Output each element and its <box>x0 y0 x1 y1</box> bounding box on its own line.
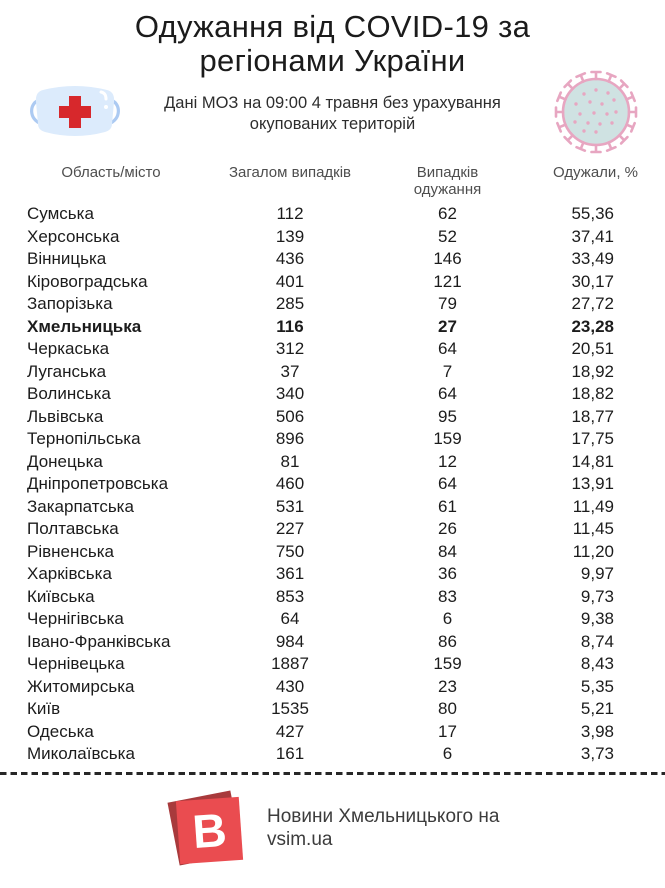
cell-region: Запорізька <box>27 294 113 314</box>
cell-region: Харківська <box>27 564 112 584</box>
table-row <box>0 518 665 541</box>
cell-recovered: 6 <box>442 609 453 629</box>
dotted-divider <box>0 772 665 775</box>
cell-total: 531 <box>275 496 305 516</box>
cell-recovered: 6 <box>442 744 453 764</box>
cell-total: 139 <box>275 226 305 246</box>
table-row <box>0 248 665 271</box>
cell-recovered: 86 <box>438 631 457 651</box>
cell-region: Чернігівська <box>27 609 124 629</box>
table-row <box>0 608 665 631</box>
cell-total: 361 <box>275 564 305 584</box>
table-row <box>0 428 665 451</box>
subtitle-line2: окупованих територій <box>249 115 416 133</box>
table-header-row <box>0 164 665 198</box>
cell-percent: 23,28 <box>571 316 614 336</box>
table-row <box>0 293 665 316</box>
cell-recovered: 27 <box>438 316 457 336</box>
cell-recovered: 62 <box>438 204 457 224</box>
table-row <box>0 563 665 586</box>
cell-percent: 30,17 <box>571 271 614 291</box>
table-row <box>0 698 665 721</box>
table-body <box>0 203 665 766</box>
table-row <box>0 316 665 339</box>
cell-recovered: 146 <box>433 249 462 269</box>
cell-total: 81 <box>280 451 300 471</box>
cell-region: Тернопільська <box>27 429 141 449</box>
vsim-logo-front <box>176 797 243 864</box>
cell-recovered: 80 <box>438 699 457 719</box>
cell-total: 427 <box>275 721 305 741</box>
table-row <box>0 631 665 654</box>
cell-total: 506 <box>275 406 305 426</box>
table-row <box>0 653 665 676</box>
cell-total: 436 <box>275 249 305 269</box>
table-row <box>0 451 665 474</box>
cell-region: Миколаївська <box>27 744 135 764</box>
vsim-logo <box>177 798 243 864</box>
cell-recovered: 84 <box>438 541 457 561</box>
cell-region: Житомирська <box>27 676 135 696</box>
cell-total: 896 <box>275 429 305 449</box>
cell-percent: 18,82 <box>571 384 614 404</box>
cell-region: Івано-Франківська <box>27 631 171 651</box>
table-row <box>0 473 665 496</box>
cell-total: 116 <box>276 316 304 336</box>
page-title-line1: Одужання від COVID-19 за <box>134 9 531 44</box>
cell-total: 285 <box>275 294 305 314</box>
cell-total: 853 <box>275 586 305 606</box>
cell-region: Волинська <box>27 384 111 404</box>
cell-total: 401 <box>275 271 305 291</box>
cell-percent: 18,92 <box>571 361 614 381</box>
cell-region: Рівненська <box>27 541 115 561</box>
coronavirus-icon <box>550 66 642 158</box>
cell-total: 1887 <box>271 654 309 674</box>
cell-region: Полтавська <box>27 519 119 539</box>
cell-total: 161 <box>275 744 305 764</box>
cell-region: Закарпатська <box>27 496 134 516</box>
cell-region: Вінницька <box>27 249 107 269</box>
table-row <box>0 586 665 609</box>
table-row <box>0 743 665 766</box>
column-header-region: Область/місто <box>61 164 161 181</box>
footer-text-line2: vsim.ua <box>267 828 333 850</box>
cell-recovered: 26 <box>438 519 457 539</box>
cell-percent: 8,74 <box>580 631 614 651</box>
cell-percent: 13,91 <box>571 474 614 494</box>
cell-region: Черкаська <box>27 339 110 359</box>
cell-region: Луганська <box>27 361 107 381</box>
cell-total: 430 <box>275 676 305 696</box>
cell-percent: 17,75 <box>571 429 614 449</box>
cell-recovered: 7 <box>442 361 453 381</box>
cell-region: Донецька <box>27 451 103 471</box>
cell-percent: 37,41 <box>571 226 614 246</box>
cell-region: Кіровоградська <box>27 271 148 291</box>
cell-recovered: 64 <box>438 384 457 404</box>
cell-percent: 20,51 <box>571 339 614 359</box>
cell-total: 460 <box>275 474 305 494</box>
table-row <box>0 541 665 564</box>
cell-percent: 55,36 <box>571 204 614 224</box>
footer-text-line1: Новини Хмельницького на <box>267 806 500 827</box>
column-header-recovered: Випадків одужання <box>413 164 482 198</box>
cell-recovered: 64 <box>438 339 457 359</box>
cell-region: Чернівецька <box>27 654 125 674</box>
cell-percent: 3,73 <box>580 744 614 764</box>
cell-region: Київська <box>27 586 95 606</box>
table-row <box>0 203 665 226</box>
cell-recovered: 83 <box>438 586 457 606</box>
footer-text <box>267 806 499 851</box>
table-row <box>0 361 665 384</box>
column-header-total: Загалом випадків <box>228 164 352 181</box>
cell-recovered: 79 <box>438 294 457 314</box>
cell-region: Херсонська <box>27 226 120 246</box>
cell-recovered: 61 <box>438 496 457 516</box>
cell-total: 984 <box>275 631 305 651</box>
cell-recovered: 12 <box>438 451 457 471</box>
cell-region: Хмельницька <box>27 316 142 336</box>
cell-percent: 27,72 <box>571 294 614 314</box>
cell-total: 227 <box>275 519 305 539</box>
table-row <box>0 226 665 249</box>
cell-total: 312 <box>275 339 305 359</box>
table-row <box>0 496 665 519</box>
cell-percent: 9,38 <box>580 609 614 629</box>
cell-recovered: 121 <box>433 271 462 291</box>
cell-recovered: 159 <box>433 429 462 449</box>
cell-region: Дніпропетровська <box>27 474 169 494</box>
cell-recovered: 64 <box>438 474 457 494</box>
cell-recovered: 159 <box>433 654 462 674</box>
table-row <box>0 406 665 429</box>
cell-percent: 11,20 <box>572 541 614 561</box>
footer <box>0 795 665 888</box>
cell-recovered: 95 <box>438 406 457 426</box>
cell-total: 64 <box>280 609 300 629</box>
cell-percent: 11,49 <box>572 496 614 516</box>
cell-percent: 33,49 <box>571 249 614 269</box>
cell-total: 37 <box>280 361 300 381</box>
subtitle-line1: Дані МОЗ на 09:00 4 травня без урахування <box>164 94 501 112</box>
cell-total: 1535 <box>271 699 309 719</box>
cell-recovered: 52 <box>438 226 457 246</box>
table-row <box>0 721 665 744</box>
cell-percent: 9,97 <box>580 564 614 584</box>
cell-region: Сумська <box>27 204 94 224</box>
cell-total: 750 <box>275 541 305 561</box>
cell-region: Одеська <box>27 721 94 741</box>
column-header-percent: Одужали, % <box>553 164 638 181</box>
cell-recovered: 17 <box>438 721 457 741</box>
cell-percent: 5,35 <box>580 676 614 696</box>
cell-percent: 14,81 <box>571 451 614 471</box>
cell-region: Львівська <box>27 406 104 426</box>
cell-recovered: 36 <box>438 564 457 584</box>
cell-percent: 5,21 <box>580 699 614 719</box>
vsim-logo-letter: B <box>190 802 229 859</box>
cell-percent: 18,77 <box>571 406 614 426</box>
cell-percent: 8,43 <box>580 654 614 674</box>
cell-recovered: 23 <box>438 676 457 696</box>
cell-region: Київ <box>27 699 61 719</box>
table-row <box>0 271 665 294</box>
table-row <box>0 676 665 699</box>
cell-total: 340 <box>275 384 305 404</box>
cell-total: 112 <box>276 204 304 224</box>
page-title-line2: регіонами України <box>199 43 466 78</box>
table-row <box>0 338 665 361</box>
cell-percent: 9,73 <box>580 586 614 606</box>
table-row <box>0 383 665 406</box>
cell-percent: 11,45 <box>572 519 614 539</box>
cell-percent: 3,98 <box>580 721 614 741</box>
